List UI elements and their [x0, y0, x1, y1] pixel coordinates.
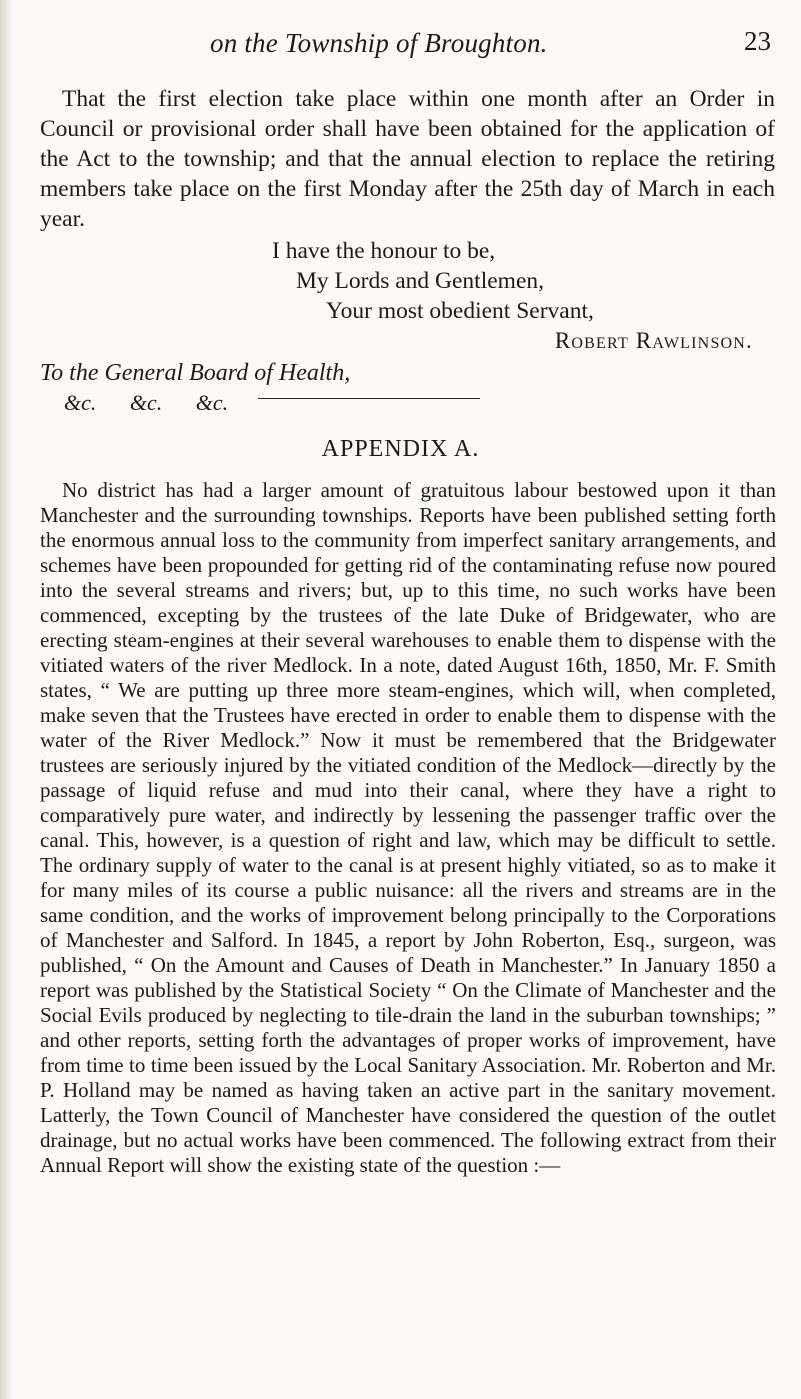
- addressee: To the General Board of Health,: [40, 360, 351, 386]
- letter-paragraph: That the first election take place within one month after an Order in Council or provisional order shall have been obtained for the application of the Act to the township; and that the annual election to replace the retiring members take place on the first Monday after the 25th day of March in each year.: [40, 86, 775, 232]
- appendix-paragraph: No district has had a larger amount of gratuitous labour bestowed upon it than Manchester and the surrounding townships. Reports have been published setting forth the enormous annual loss to the community from imperfect sanitary arrangements, and schemes have been propounded for getting rid of the contaminating refuse now poured into the several streams and rivers; but, up to this time, no such works have been commenced, excepting by the trustees of the late Duke of Bridgewater, who are erecting steam-engines at their several warehouses to enable them to dispense with the vitiated waters of the river Medlock. In a note, dated August 16th, 1850, Mr. F. Smith states, “ We are putting up three more steam-engines, which will, when completed, make seven that the Trustees have erected in order to enable them to dispense with the water of the River Medlock.” Now it must be remembered that the Bridgewater trustees are seriously injured by the vitiated condition of the Medlock—directly by the passage of liquid refuse and mud into their canal, where they have a right to comparatively pure water, and indirectly by lessening the passenger traffic over the canal. This, however, is a question of right and law, which may be difficult to settle. The ordinary supply of water to the canal is at present highly vitiated, so as to make it for many miles of its course a public nuisance: all the rivers and streams are in the same condition, and the works of improvement belong principally to the Corporations of Manchester and Salford. In 1845, a report by John Roberton, Esq., surgeon, was published, “ On the Amount and Causes of Death in Manchester.” In January 1850 a report was published by the Statistical Society “ On the Climate of Manchester and the Social Evils produced by neglecting to tile-drain the land in the suburban townships; ” and other reports, setting forth the advantages of proper works of improvement, have from time to time been issued by the Local Sanitary Association. Mr. Roberton and Mr. P. Holland may be named as having taken an active part in the sanitary movement. Latterly, the Town Council of Manchester have considered the question of the outlet drainage, but no actual works have been commenced. The following extract from their Annual Report will show the existing state of the question :—: [40, 478, 776, 1177]
- letter-section: [40, 84, 775, 417]
- page-number: 23: [744, 26, 771, 56]
- running-head: on the Township of Broughton.: [210, 28, 548, 58]
- page-binding-edge: [0, 0, 14, 1399]
- appendix-title: APPENDIX A.: [321, 436, 480, 462]
- closing-servant: Your most obedient Servant,: [326, 298, 594, 324]
- closing-salutation: My Lords and Gentlemen,: [296, 268, 545, 294]
- page-header: [0, 22, 801, 62]
- appendix-section: [40, 478, 776, 1178]
- section-divider: [258, 398, 480, 399]
- letter-closing: [40, 236, 775, 326]
- addressee-etc: &c. &c. &c.: [64, 390, 229, 415]
- closing-line: I have the honour to be,: [272, 238, 496, 264]
- signature: Robert Rawlinson.: [554, 328, 753, 353]
